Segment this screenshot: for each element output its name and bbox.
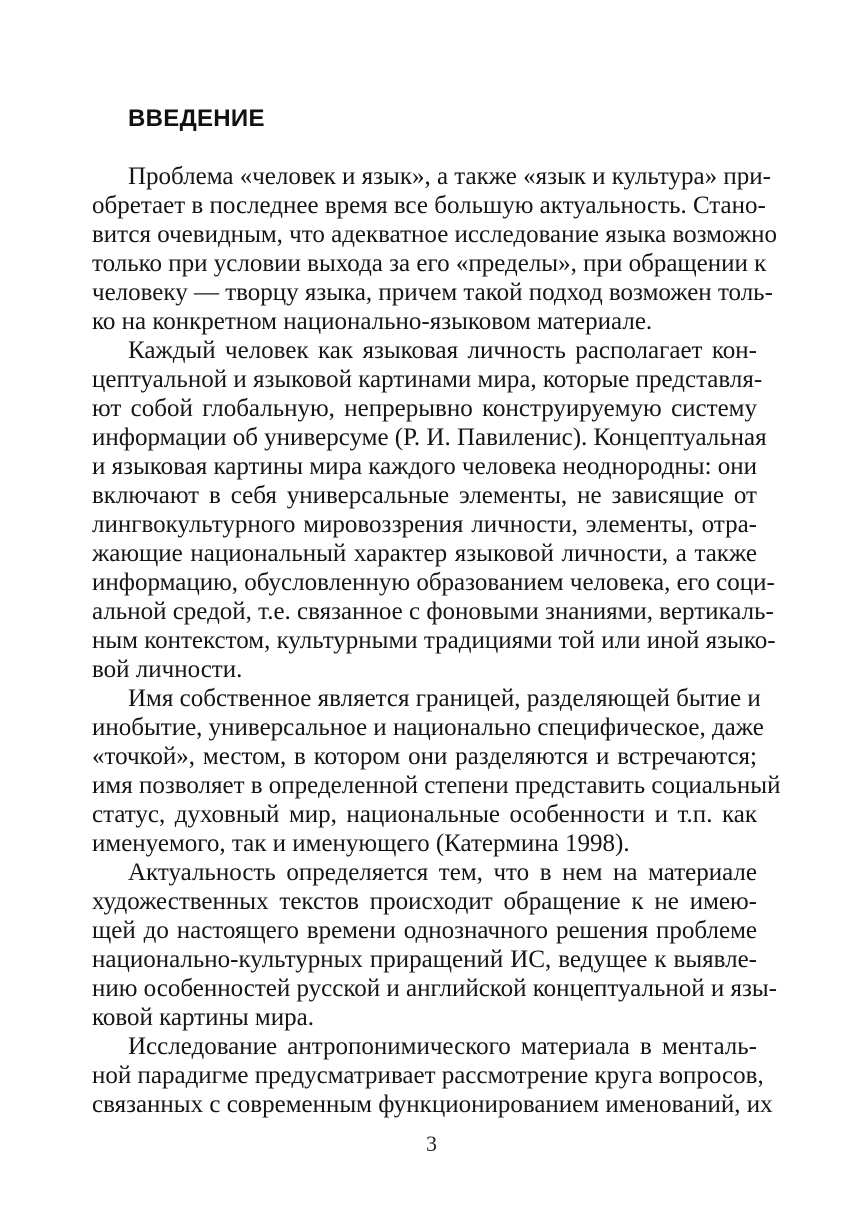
paragraph-2	[92, 336, 776, 684]
text-line: ко на конкретном национально-языковом материале.	[92, 308, 653, 335]
text-line: «точкой», местом, в котором они разделяются и встречаются;	[92, 743, 757, 770]
text-line: жающие национальный характер языковой личности, а также	[92, 540, 757, 567]
text-line: Проблема «человек и язык», а также «язык и культура» при-	[128, 163, 771, 190]
text-line: нию особенностей русской и английской концептуальной и язы-	[92, 975, 778, 1002]
text-line: именуемого, так и именующего (Катермина 1998).	[92, 830, 630, 857]
text-line: Исследование антропонимического материала в менталь-	[128, 1033, 757, 1060]
text-line: щей до настоящего времени однозначного решения проблеме	[92, 917, 757, 944]
paragraph-3	[92, 684, 781, 858]
text-line: Имя собственное является границей, разделяющей бытие и	[128, 685, 761, 712]
text-line: цептуальной и языковой картинами мира, которые представля-	[92, 366, 763, 393]
text-line: вится очевидным, что адекватное исследование языка возможно	[92, 221, 778, 248]
text-line: ным контекстом, культурными традициями той или иной языко-	[92, 627, 776, 654]
page-number: 3	[426, 1131, 437, 1156]
text-line: связанных с современным функционированием именований, их	[92, 1091, 773, 1118]
text-line: ковой картины мира.	[92, 1004, 314, 1031]
text-line: статус, духовный мир, национальные особенности и т.п. как	[92, 801, 757, 828]
text-line: информации об универсуме (Р. И. Павиленис). Концептуальная	[92, 424, 767, 451]
text-line: человеку — творцу языка, причем такой подход возможен толь-	[92, 279, 773, 306]
text-line: национально-культурных приращений ИС, ведущее к выявле-	[92, 946, 757, 973]
text-line: инобытие, универсальное и национально специфическое, даже	[92, 714, 764, 741]
text-line: обретает в последнее время все большую актуальность. Стано-	[92, 192, 766, 219]
text-line: и языковая картины мира каждого человека неоднородны: они	[92, 453, 758, 480]
text-line: лингвокультурного мировоззрения личности, элементы, отра-	[92, 511, 757, 538]
text-line: художественных текстов происходит обращение к не имею-	[92, 888, 757, 915]
text-line: альной средой, т.е. связанное с фоновыми знаниями, вертикаль-	[92, 598, 774, 625]
text-line: ной парадигме предусматривает рассмотрение круга вопросов,	[92, 1062, 764, 1089]
text-line: включают в себя универсальные элементы, не зависящие от	[92, 482, 757, 509]
text-line: вой личности.	[92, 656, 243, 683]
paragraph-1	[92, 162, 778, 336]
text-line: ют собой глобальную, непрерывно конструируемую систему	[92, 395, 757, 422]
text-line: информацию, обусловленную образованием человека, его соци-	[92, 569, 775, 596]
text-line: Актуальность определяется тем, что в нем на материале	[128, 859, 757, 886]
paragraph-4	[92, 858, 778, 1032]
text-line: Каждый человек как языковая личность располагает кон-	[128, 337, 757, 364]
chapter-heading: ВВЕДЕНИЕ	[128, 105, 265, 132]
body-text	[92, 162, 781, 1119]
text-line: только при условии выхода за его «пределы», при обращении к	[92, 250, 767, 277]
paragraph-5	[92, 1032, 773, 1119]
text-line: имя позволяет в определенной степени представить социальный	[92, 772, 781, 799]
